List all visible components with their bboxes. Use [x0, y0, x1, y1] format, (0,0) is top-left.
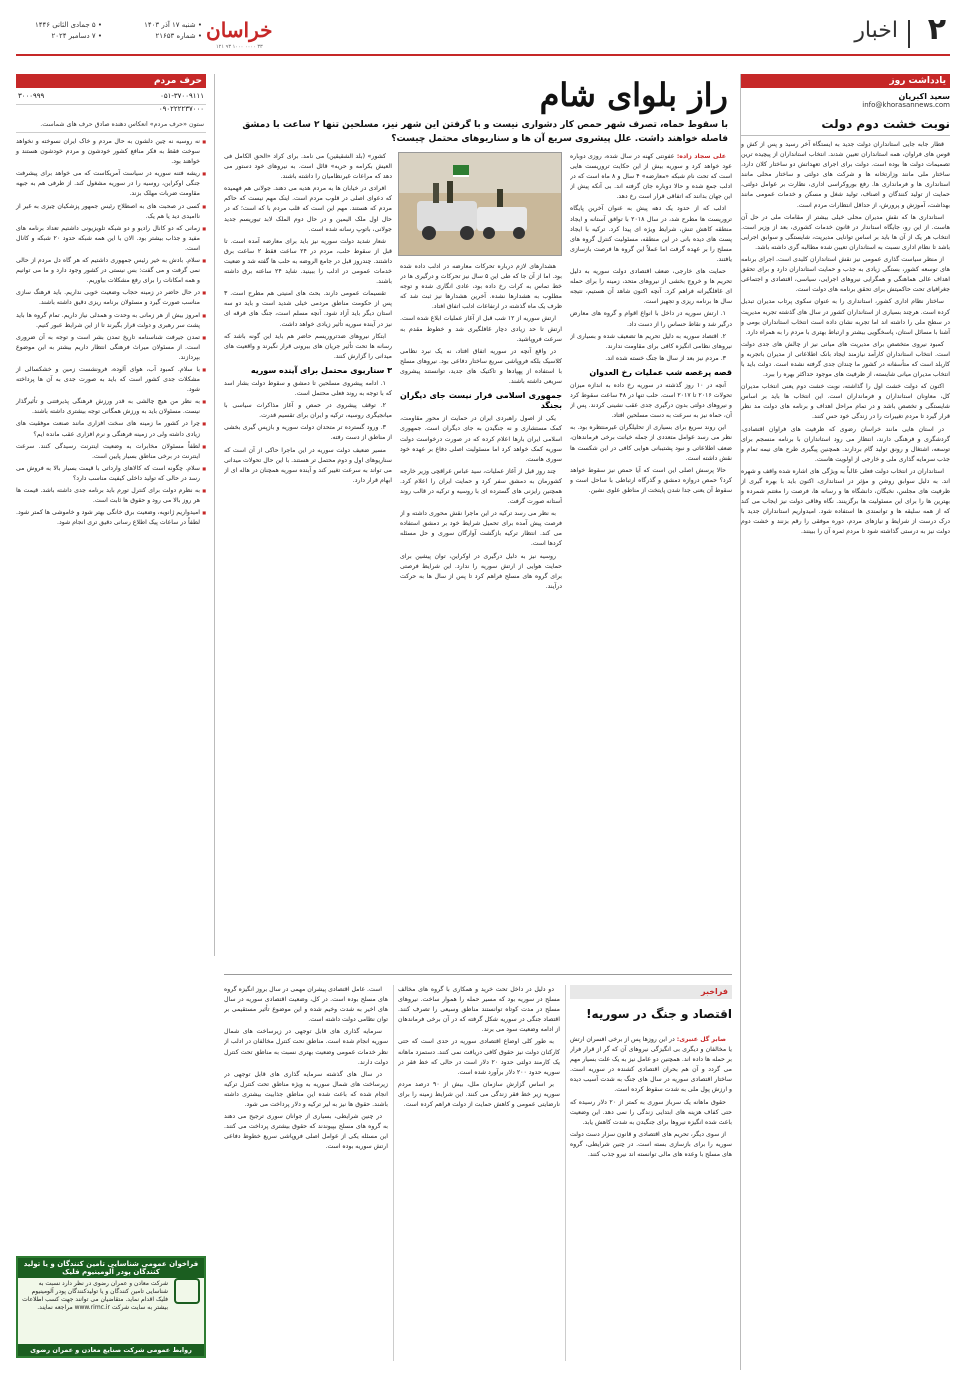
editorial-band: یادداشت روز — [741, 74, 950, 88]
paragraph: استانداری ها که نقش مدیران محلی خیلی بیشتر از مقامات ملی در حل آن هاست. از این رو، جایگاه استاندار در قانون خدمات کشوری، بعد از وزیر است. انتخاب هر یک از آن ها باید بر اساس توانایی مدیریت، شایستگی و سوابق اجرایی باشد تا نظام اداری نسبت به استانداران تعیین شده مطالبه گری داشته باشد. — [741, 213, 950, 251]
editorial-body — [741, 140, 950, 538]
story-photo-militants — [398, 152, 562, 256]
column-divider — [393, 985, 394, 1361]
column-divider — [740, 74, 741, 1370]
issue-meta — [106, 20, 202, 42]
bottom-story-band: فراخبر — [570, 985, 732, 999]
paragraph: یکی از اصول راهبردی ایران در حمایت از محور مقاومت، کمک مستشاری و نه جنگیدن به جای دیگران است. جمهوری اسلامی ایران بارها اعلام کرده که در صورت درخواست دولت سوریه کمک خواهد کرد اما مسئولیت اصلی دفاع بر عهده خود سوری هاست. — [400, 415, 562, 463]
byline: صابر گل عنبری: — [676, 1036, 726, 1043]
paragraph: روسیه نیز به دلیل درگیری در اوکراین، توان پیشین برای حمایت هوایی از ارتش سوریه را ندارد. این شرایط فرصتی برای گروه های مسلح فراهم کرد تا پس از سال ها به حرکت درآیند. — [400, 552, 562, 590]
story-column-3 — [224, 152, 392, 952]
list-item: ■ سلام. چگونه است که کالاهای وارداتی با قیمت بسیار بالا به فروش می رسد در حالی که تولید داخلی کیفیت مناسب دارد؟ — [16, 464, 206, 484]
list-item: ■ به نظرم دولت برای کنترل تورم باید برنامه جدی داشته باشد. قیمت ها هر روز بالا می رود و حقوق ها ثابت است. — [16, 486, 206, 506]
paragraph: قطار جابه جایی استانداران دولت جدید به ایستگاه آخر رسید و پس از کش و قوس های فراوان، همه استانداران تعیین شدند. انتخاب استانداران از پیچیده ترین تصمیمات دولت ها بوده است. دولت برای اجرای تعهداتش دو ساختار کلان دارد، ساختار ملی مانند وزارتخانه ها و شرکت های دولتی و ساختار محلی مانند استانداری ها و فرمانداری ها. رفع بوروکراسی اداری، نظارت بر عوامل دولتی، حمایت از تولید کنندگان و اصناف، تولید شغل و مسکن و خدمات عمومی مانند بهداشت، آموزش و پرورش، از حداقل انتظارات مردم است. — [741, 141, 950, 209]
newspaper-logo: خراسان — [206, 18, 273, 42]
list-item: ■ نه روسیه نه چین دلشون به حال مردم و خاک ایران نسوخته و نخواهد سوخت فقط به فکر منافع کشور خودشون و مردم خودشون هستند و خواهند بود. — [16, 137, 206, 167]
paragraph: ابتکار نیروهای ضدتروریسم حاضر هم باید این گونه باشد که رسانه ها تحت تأثیر جریان های بیرونی قرار نگیرند و واقعیت های میدانی را گزارش کنند. — [224, 332, 392, 360]
column-divider — [214, 74, 215, 956]
masthead-divider — [908, 20, 910, 48]
bottom-column-2 — [398, 985, 560, 1365]
editorial-title: نوبت خشت دوم دولت — [741, 117, 950, 136]
readers-voice-intro: ستون «حرف مردم» انعکاس دهنده صادق حرف های شماست. — [16, 117, 206, 133]
paragraph: کمبود نیروی متخصص برای مدیریت های میانی نیز از چالش های جدی دولت است. انتخاب استانداران کارآمد نیازمند ایجاد بانک اطلاعاتی از مدیران باتجربه و کاربلد است که متأسفانه در کشور ما چندان جدی گرفته نشده است. دولت باید با انتخاب مدیران میانی شایسته، از ظرفیت های موجود حداکثر بهره را ببرد. — [741, 340, 950, 379]
paragraph-text: در این روزها پس از برخی افسران ارتش یا مخالفان و دیگری بی انگیزگی نیروهای آن که گر از قرار فرار بر حمله ها داده اند. همچنین دو عامل نیز به یک علت بسیار مهم می گردد و آن هم بحران اقتصادی کشنده در سوریه است. ساختار اقتصادی سوریه در سال های جنگ به شدت آسیب دیده و ارزش پول ملی به شدت سقوط کرده است. — [570, 1036, 732, 1094]
byline: علی سجاد زاده: — [676, 153, 726, 160]
phone-number[interactable]: ۰۹۰۲۲۲۲۳۷۰۰۰ — [158, 105, 204, 113]
paragraph: ادلب که از حدود یک دهه پیش به عنوان آخرین پایگاه تروریست ها مطرح شد، در سال ۲۰۱۸ با توافق آستانه و ایجاد منطقه کاهش تنش، شرایط ویژه ای پیدا کرد. ترکیه با ایجاد پست های دیده بانی در این منطقه، مسئولیت کنترل گروه های مسلح را بر عهده گرفت اما عملاً این گروه ها فرصت بازسازی یافتند. — [570, 205, 732, 263]
paragraph: ۳. ورود گسترده تر متحدان دولت سوریه و بازپس گیری بخشی از مناطق از دست رفته. — [224, 424, 392, 442]
list-item: ■ به نظر من هیچ چالشی به قدر ورزش فرهنگی پذیرفتنی و تأثیرگذار نیست. مسئولان باید به ورزش همگانی توجه بیشتری داشته باشند. — [16, 397, 206, 417]
main-headline: راز بلوای شام — [539, 76, 728, 114]
phone-number[interactable]: ۳۰۰۰۹۹۹ — [18, 92, 45, 100]
column-divider — [565, 985, 566, 1361]
date-hijri: • ۵ جمادی الثانی ۱۴۴۶ — [34, 21, 102, 29]
paragraph — [570, 152, 732, 202]
paragraph: در واقع آنچه در سوریه اتفاق افتاد، نه یک نبرد نظامی کلاسیک بلکه فروپاشی سریع ساختار دفاعی بود. نیروهای مسلح با استفاده از پهپادها و تاکتیک های جدید، توانستند پیشروی سریعی داشته باشند. — [400, 347, 562, 386]
paragraph: شعار شدید دولت سوریه نیز باید برای معارضه آمده است. تا قبل از سقوط حلب، مردم در ۲۴ ساعت فقط ۲ ساعت برق داشتند. چندروز قبل در جامع الروضه به حلب ها گفته شد و ضعیت خدمات عمومی در ادلب را ببینید. شاید ۲۴ ساعته برق داشته باشند. — [224, 237, 392, 286]
editorial-author: سعید اکبریان — [898, 92, 950, 101]
paragraph: تقسیمات عمومی دارند. بحث های امنیتی هم مطرح است. ۳ پس از حکومت مناطق مردمی خیلی شدید است و باید دو سه استان دیگر باید آزاد شود. آنچه مسلم است، جنگ های فرقه ای نیز در آینده سوریه تأثیر زیادی خواهد داشت. — [224, 290, 392, 328]
issue-date: • شنبه ۱۷ آذر ۱۴۰۳ — [144, 21, 202, 29]
main-lead: با سقوط حماه، تصرف شهر حمص کار دشواری نیست و با گرفتن این شهر نیز، مسلحین تنها ۲ ساعت با دمشق فاصله خواهند داشت. علل پیشروی سریع آن ها و سناریوهای محتمل چیست؟ — [242, 120, 728, 144]
paragraph — [570, 1035, 732, 1096]
readers-voice-phones-2 — [16, 105, 206, 117]
paragraph: ۳. مردم نیز بعد از سال ها جنگ خسته شده اند. — [605, 354, 726, 362]
masthead — [16, 14, 950, 54]
readers-voice-band: حرف مردم — [16, 74, 206, 88]
editorial-email[interactable]: info@khorasannews.com — [862, 101, 950, 109]
readers-voice-column — [16, 74, 206, 956]
paragraph: سرمایه گذاری های قابل توجهی در زیرساخت های شمال سوریه انجام شده است. مناطق تحت کنترل مخالفان در ادلب از نظر خدمات عمومی وضعیت بهتری نسبت به مناطق تحت کنترل دولت دارند. — [224, 1028, 388, 1066]
main-story — [224, 74, 732, 956]
paragraph: به طور کلی اوضاع اقتصادی سوریه در حدی است که حتی کارکنان دولت نیز حقوق کافی دریافت نمی کنند. دستمزد ماهانه یک کارمند دولتی حدود ۲۰ دلار است در حالی که خط فقر در سوریه حدود ۲۰۰ دلار برآورد شده است. — [398, 1038, 560, 1076]
paragraph: چند روز قبل از آغاز عملیات، سید عباس عراقچی وزیر خارجه کشورمان به دمشق سفر کرد و حمایت ایران را اعلام کرد. همچنین رایزنی های گسترده ای با روسیه و ترکیه در قالب روند آستانه صورت گرفت. — [400, 467, 562, 506]
bottom-story — [224, 974, 732, 1370]
editorial-column — [741, 74, 950, 1370]
advertisement[interactable] — [16, 1256, 206, 1358]
story-grid — [224, 152, 732, 952]
paragraph: است. عامل اقتصادی پیشران مهمی در سال بروز انگیزه گروه های مسلح بوده است. در کل، وضعیت اقتصادی سوریه در سال های اخیر به شدت وخیم شده و این موضوع تأثیر مستقیمی بر توان نظامی دولت داشته است. — [224, 986, 388, 1024]
ad-footer: روابط عمومی شرکت صنایع معادن و عمران رضوی — [18, 1344, 204, 1356]
paragraph: کشور» (بلد الشقیقین) می نامد. برای کراد «الحق الکامل فی العیش بکرامه و حریه» قائل است. به نیروهای خود دستور می دهد که مراعات غیرنظامیان را داشته باشند. — [224, 153, 392, 181]
paragraph: هشدارهای لازم درباره تحرکات معارضه در ادلب داده شده بود. اما از آن جا که طی این ۵ سال نیز تحرکات و درگیری ها در خط تماس به کرات رخ داده بود، عادی انگاری شده و توجه مطلوب به هشدارها نشده. آخرین هشدارها نیز ثبت شد که ظرف یک ماه گذشته در ارتفاعات ادلب اتفاق افتاد. — [400, 263, 562, 311]
paragraph: آنچه در ۱۰ روز گذشته در سوریه رخ داده به اندازه میزان تحولات ۲۰۱۶ تا ۲۰۱۷ است. حلب تنها در ۴۸ ساعت سقوط کرد و نیروهای دولتی بدون درگیری جدی عقب نشینی کردند. پس از آن، حماه نیز به سرعت به دست مسلحین افتاد. — [570, 381, 732, 420]
company-logo-icon — [174, 1278, 200, 1304]
ad-text: شرکت معادن و عمران رضوی در نظر دارد نسبت به شناسایی تامین کنندگان و یا تولیدکنندگان پودر آلومینیوم فلیک اقدام نماید. متقاضیان می توانند جهت کسب اطلاعات بیشتر به سایت شرکت www.rimc.ir مراجعه نمایند. — [22, 1280, 168, 1311]
page-number: ۲ — [927, 12, 946, 47]
date-gregorian: • ۷ دسامبر ۲۰۲۴ — [51, 32, 102, 40]
story-subhead: ۳ سناریوی محتمل برای آینده سوریه — [250, 365, 392, 375]
paragraph: دو دلیل در داخل تحت خرید و همکاری با گروه های مخالف مسلح در سوریه بود که مسیر حمله را هموار ساخت. نیروهای مسلح در مدت کوتاه توانستند مناطق وسیعی را تصرف کنند. اقتصاد جنگی در سوریه شکل گرفته که در آن برخی فرماندهان از ادامه وضعیت سود می برند. — [398, 986, 560, 1034]
paragraph: ۱. ادامه پیشروی مسلحین تا دمشق و سقوط دولت بشار اسد که با توجه به روند فعلی محتمل است. — [224, 379, 392, 398]
list-item: ■ زمانی که دو کانال رادیو و دو شبکه تلویزیونی داشتیم تعداد برنامه های مفید و جذاب بیشتر بود. الان با این همه شبکه حدود ۲۰ شبکه و کانال است. — [16, 224, 206, 254]
paragraph: در چنین شرایطی، بسیاری از جوانان سوری ترجیح می دهند به گروه های مسلح بپیوندند که حقوق بیشتری پرداخت می کنند. این مسئله یکی از عوامل اصلی فروپاشی سریع خطوط دفاعی ارتش سوریه بوده است. — [224, 1113, 388, 1151]
paragraph: مسیر ضعیف دولت سوریه در این ماجرا حاکی از آن است که سناریوهای اول و دوم محتمل تر هستند. با این حال تحولات میدانی می تواند به سرعت تغییر کند و آینده سوریه همچنان در هاله ای از ابهام قرار دارد. — [224, 446, 392, 484]
paragraph: حقوق ماهانه یک سرباز سوری به کمتر از ۲۰ دلار رسیده که حتی کفاف هزینه های ابتدایی زندگی را نمی دهد. این وضعیت باعث شده انگیزه نیروها برای جنگیدن به شدت کاهش یابد. — [570, 1098, 732, 1126]
paragraph: از سوی دیگر، تحریم های اقتصادی و قانون سزار دست دولت سوریه را برای بازسازی بسته است. در چنین شرایطی، گروه های مسلح با وعده های مالی توانسته اند نیرو جذب کنند. — [570, 1130, 732, 1159]
paragraph: بر اساس گزارش سازمان ملل، بیش از ۹۰ درصد مردم سوریه زیر خط فقر زندگی می کنند. این شرایط زمینه را برای نارضایتی عمومی و کاهش حمایت از دولت فراهم کرده است. — [398, 1080, 560, 1109]
story-subhead: جمهوری اسلامی قرار نیست جای دیگران بجنگد — [400, 391, 562, 411]
paragraph-text: عفونتی کهنه در سال شده، روزی دوباره عود خواهد کرد و سوریه بیش از این حکایت تروریست هایی است که تحت نام شبکه «معارضه» ۴ سال و ۸ ماه است که در ادلب جمع شده و حالا دوباره جان گرفته اند. بی آنکه پیش از این جهان بدانند که اتفاقی قرار است رخ دهد. — [570, 153, 732, 201]
readers-voice-list — [16, 137, 206, 528]
paragraph: ساختار نظام اداری کشور، استانداری را به عنوان سکوی پرتاب مدیران تبدیل کرده است. هرچند بسیاری از استانداران کشور در سال های گذشته تجربه مدیریت در سطح ملی را داشته اند اما تجربه نشان داده است انتخاب استانداران بومی و آشنا با مسائل استان، پاسخگویی بیشتر و ارتباط بهتری با مردم را به همراه دارد. — [741, 298, 950, 336]
readers-voice-phones — [16, 88, 206, 105]
paragraph: از منظر سیاست گذاری عمومی نیز نقش استانداران کلیدی است. اجرای برنامه های توسعه کشور، بستگی زیادی به جذب و حمایت استانداران دارد و برای تحقق اهداف عالی هماهنگی و همگرایی نیروهای اجرایی، سیاسی، اقتصادی و اجتماعی جغرافیای تحت حاکمیتش برای تحقق برنامه های دولت است. — [741, 256, 950, 294]
list-item: ■ امیدواریم ژانویه، وضعیت برق خانگی بهتر شود و خاموشی ها کمتر شود. لطفاً در ساعات پیک اطلاع رسانی دقیق تری انجام شود. — [16, 508, 206, 528]
photo-illustration — [398, 153, 561, 256]
bottom-column-1 — [570, 1035, 732, 1365]
list-item: ■ تمدن جیرفت شناسنامه تاریخ تمدن بشر است و توجه به آن ضروری است. از مسئولان میراث فرهنگی انتظار داریم بیشتر به این موضوع بپردازند. — [16, 333, 206, 363]
story-column-2 — [400, 262, 562, 952]
paragraph: این روند سریع برای بسیاری از تحلیلگران غیرمنتظره بود. به نظر می رسد عوامل متعددی از جمله خیانت برخی فرماندهان، ضعف اطلاعاتی و نبود پشتیبانی هوایی کافی در این شکست ها نقش داشته است. — [570, 424, 732, 462]
list-item: ■ چرا در کشور ما زمینه های سخت افزاری مانند صنعت موفقیت های زیادی داشته ولی در زمینه فرهنگی و نرم افزاری عقب مانده ایم؟ — [16, 419, 206, 439]
section-name: اخبار — [854, 18, 898, 43]
story-column-1 — [570, 152, 732, 952]
masthead-rule — [16, 54, 950, 56]
masthead-barcode-text: ۳۳ ۰۰۰۰ ۱۰۰۰ ۹۳ ۱۲۱ — [216, 44, 263, 50]
paragraph: استانداران در انتخاب دولت فعلی غالباً به ویژگی های اشاره شده واقف و شهره اند. به دلیل سوابق روشن و مؤثر در استانداری، اکنون باید با بهره گیری از ظرفیت های مجلس، نخبگان، دانشگاه ها و رسانه ها، فرصت را مغتنم شمرده و بهترین ها را برای این مسئولیت ها برگزینند. نگاه وفاقی دولت نیز ایجاب می کند که از همه سلیقه ها و توانمندی ها استفاده شود. امیدواریم استانداران جدید با درک درست از شرایط و نیازهای مردم، دوره موفقی را رقم بزنند و خشت دوم دولت نیز به درستی گذاشته شود تا مردم ثمره آن را ببینند. — [741, 467, 950, 536]
list-item: ■ امروز بیش از هر زمانی به وحدت و همدلی نیاز داریم. تمام گروه ها باید پشت سر رهبری و دولت قرار بگیرند تا از این شرایط عبور کنیم. — [16, 311, 206, 331]
list-item: ■ لطفاً مسئولان مخابرات به وضعیت اینترنت رسیدگی کنند. سرعت اینترنت در برخی مناطق بسیار پایین است. — [16, 442, 206, 462]
bottom-story-title: اقتصاد و جنگ در سوریه! — [586, 1007, 732, 1021]
issue-number: • شماره ۲۱۶۵۳ — [155, 32, 202, 40]
list-item: ■ کسی در صحبت های به اصطلاح رئیس جمهور پزشکیان چیزی به غیر از ناامیدی دید یا هم یک. — [16, 202, 206, 222]
paragraph: ۲. اقتصاد سوریه به دلیل تحریم ها تضعیف شده و بسیاری از نیروهای نظامی انگیزه کافی برای مقاومت ندارند. — [570, 332, 732, 350]
paragraph: حالا پرسش اصلی این است که آیا حمص نیز سقوط خواهد کرد؟ حمص دروازه دمشق و گذرگاه ارتباطی با ساحل است و سقوط آن یعنی جدا شدن پایتخت از مناطق علوی نشین. — [570, 466, 732, 494]
ad-title: فراخوان عمومی شناسایی تامین کنندگان و یا تولید کنندگان پودر آلومینیوم فلیک — [18, 1258, 204, 1278]
bottom-column-3 — [224, 985, 388, 1365]
alt-dates — [16, 20, 102, 42]
list-item: ■ با سلام. کمبود آب، هوای آلوده، فرونشست زمین و خشکسالی از مشکلات جدی کشور است که باید به صورت جدی به آن ها پرداخته شود. — [16, 365, 206, 395]
paragraph: در سال های گذشته سرمایه گذاری های قابل توجهی در زیرساخت های شمال سوریه به ویژه مناطق تحت کنترل ترکیه انجام شده که باعث شده این مناطق جذابیت بیشتری داشته باشند. حقوق ها نیز به لیر ترکیه و دلار پرداخت می شود. — [224, 1070, 388, 1109]
paragraph: به نظر می رسد ترکیه در این ماجرا نقش محوری داشته و از فرصت پیش آمده برای تحمیل شرایط خود بر دمشق استفاده می کند. انتظار ترکیه بازگشت آوارگان سوری و حل مسئله کردها است. — [400, 510, 562, 548]
paragraph: افرادی در خیابان ها به مردم هدیه می دهند. جولانی هم فهمیده که دعوای اصلی در قلوب مردم است. اینک مهم نیست که حاکم مردم که هستند. مهم این است که قلب مردم با که است؛ که در حال اول ملک الیمین و در حال دوم الملک لابد تیوریسم جدید جولانی، باتوپ رسانه شده است. — [224, 185, 392, 233]
list-item: ■ در حال حاضر در زمینه حجاب وضعیت خوبی نداریم. باید فرهنگ سازی مناسب صورت گیرد و مسئولان برنامه ریزی دقیق داشته باشند. — [16, 288, 206, 308]
paragraph: حمایت های خارجی، ضعف اقتصادی دولت سوریه به دلیل تحریم ها و خروج بخشی از نیروهای متحد، زمینه را برای حمله ای غافلگیرانه فراهم کرد. آنچه اکنون شاهد آن هستیم، نتیجه سال ها برنامه ریزی و تجهیز است. — [570, 268, 732, 306]
phone-number[interactable]: ۰۵۱-۳۷۰۰۹۱۱۱ — [160, 92, 204, 100]
paragraph: در استان هایی مانند خراسان رضوی که ظرفیت های فراوان اقتصادی، گردشگری و فرهنگی دارند، انتظار می رود استانداران با برنامه منسجم برای توسعه، اشتغال و رونق تولید گام بردارند. همچنین پیگیری طرح های نیمه تمام و جذب سرمایه گذاری ملی و خارجی از اولویت هاست. — [741, 425, 950, 463]
paragraph: ارتش سوریه از ۱۲ شب قبل از آغاز عملیات ابلاغ شده است. ارتش تا حد زیادی دچار غافلگیری شد و خطوط مقدم به سرعت فروپاشید. — [400, 315, 562, 343]
story-subhead: قصه پرغصه شب عملیات رخ العدوان — [589, 367, 732, 377]
paragraph: اکنون که دولت خشت اول را گذاشته، نوبت خشت دوم یعنی انتخاب مدیران کل، معاونان استانداران و فرمانداران است. این انتخاب ها باید بر اساس شایستگی و تخصص باشد و در تمام مراحل اهداف و برنامه های دولت مد نظر قرار گیرد تا مردم تغییرات را در زندگی خود حس کنند. — [741, 383, 950, 421]
list-item: ■ سلام. بادش به خیر رئیس جمهوری داشتیم که هر گاه دل مردم از حالی نمی گرفت و می گفت: بس نیستی در کشور وجود دارد و ما می توانیم و همه امکانات را برای رفع مشکلات بیاوریم. — [16, 256, 206, 286]
paragraph: ۱. ارتش سوریه در داخل با انواع اقوام و گروه های معارض درگیر شد و نقاط حساس را از دست داد. — [570, 310, 732, 328]
paragraph: ۲. توقف پیشروی در حمص و آغاز مذاکرات سیاسی با میانجیگری روسیه، ترکیه و ایران برای تقسیم قدرت. — [224, 402, 392, 420]
list-item: ■ ریشه فتنه سوریه در سیاست آمریکاست که می خواهد برای پیشرفت جنگی اوکراین، روسیه را در سوریه مشغول کند. از طرفی هم به جبهه مقاومت ضربات مهلک بزند. — [16, 169, 206, 199]
